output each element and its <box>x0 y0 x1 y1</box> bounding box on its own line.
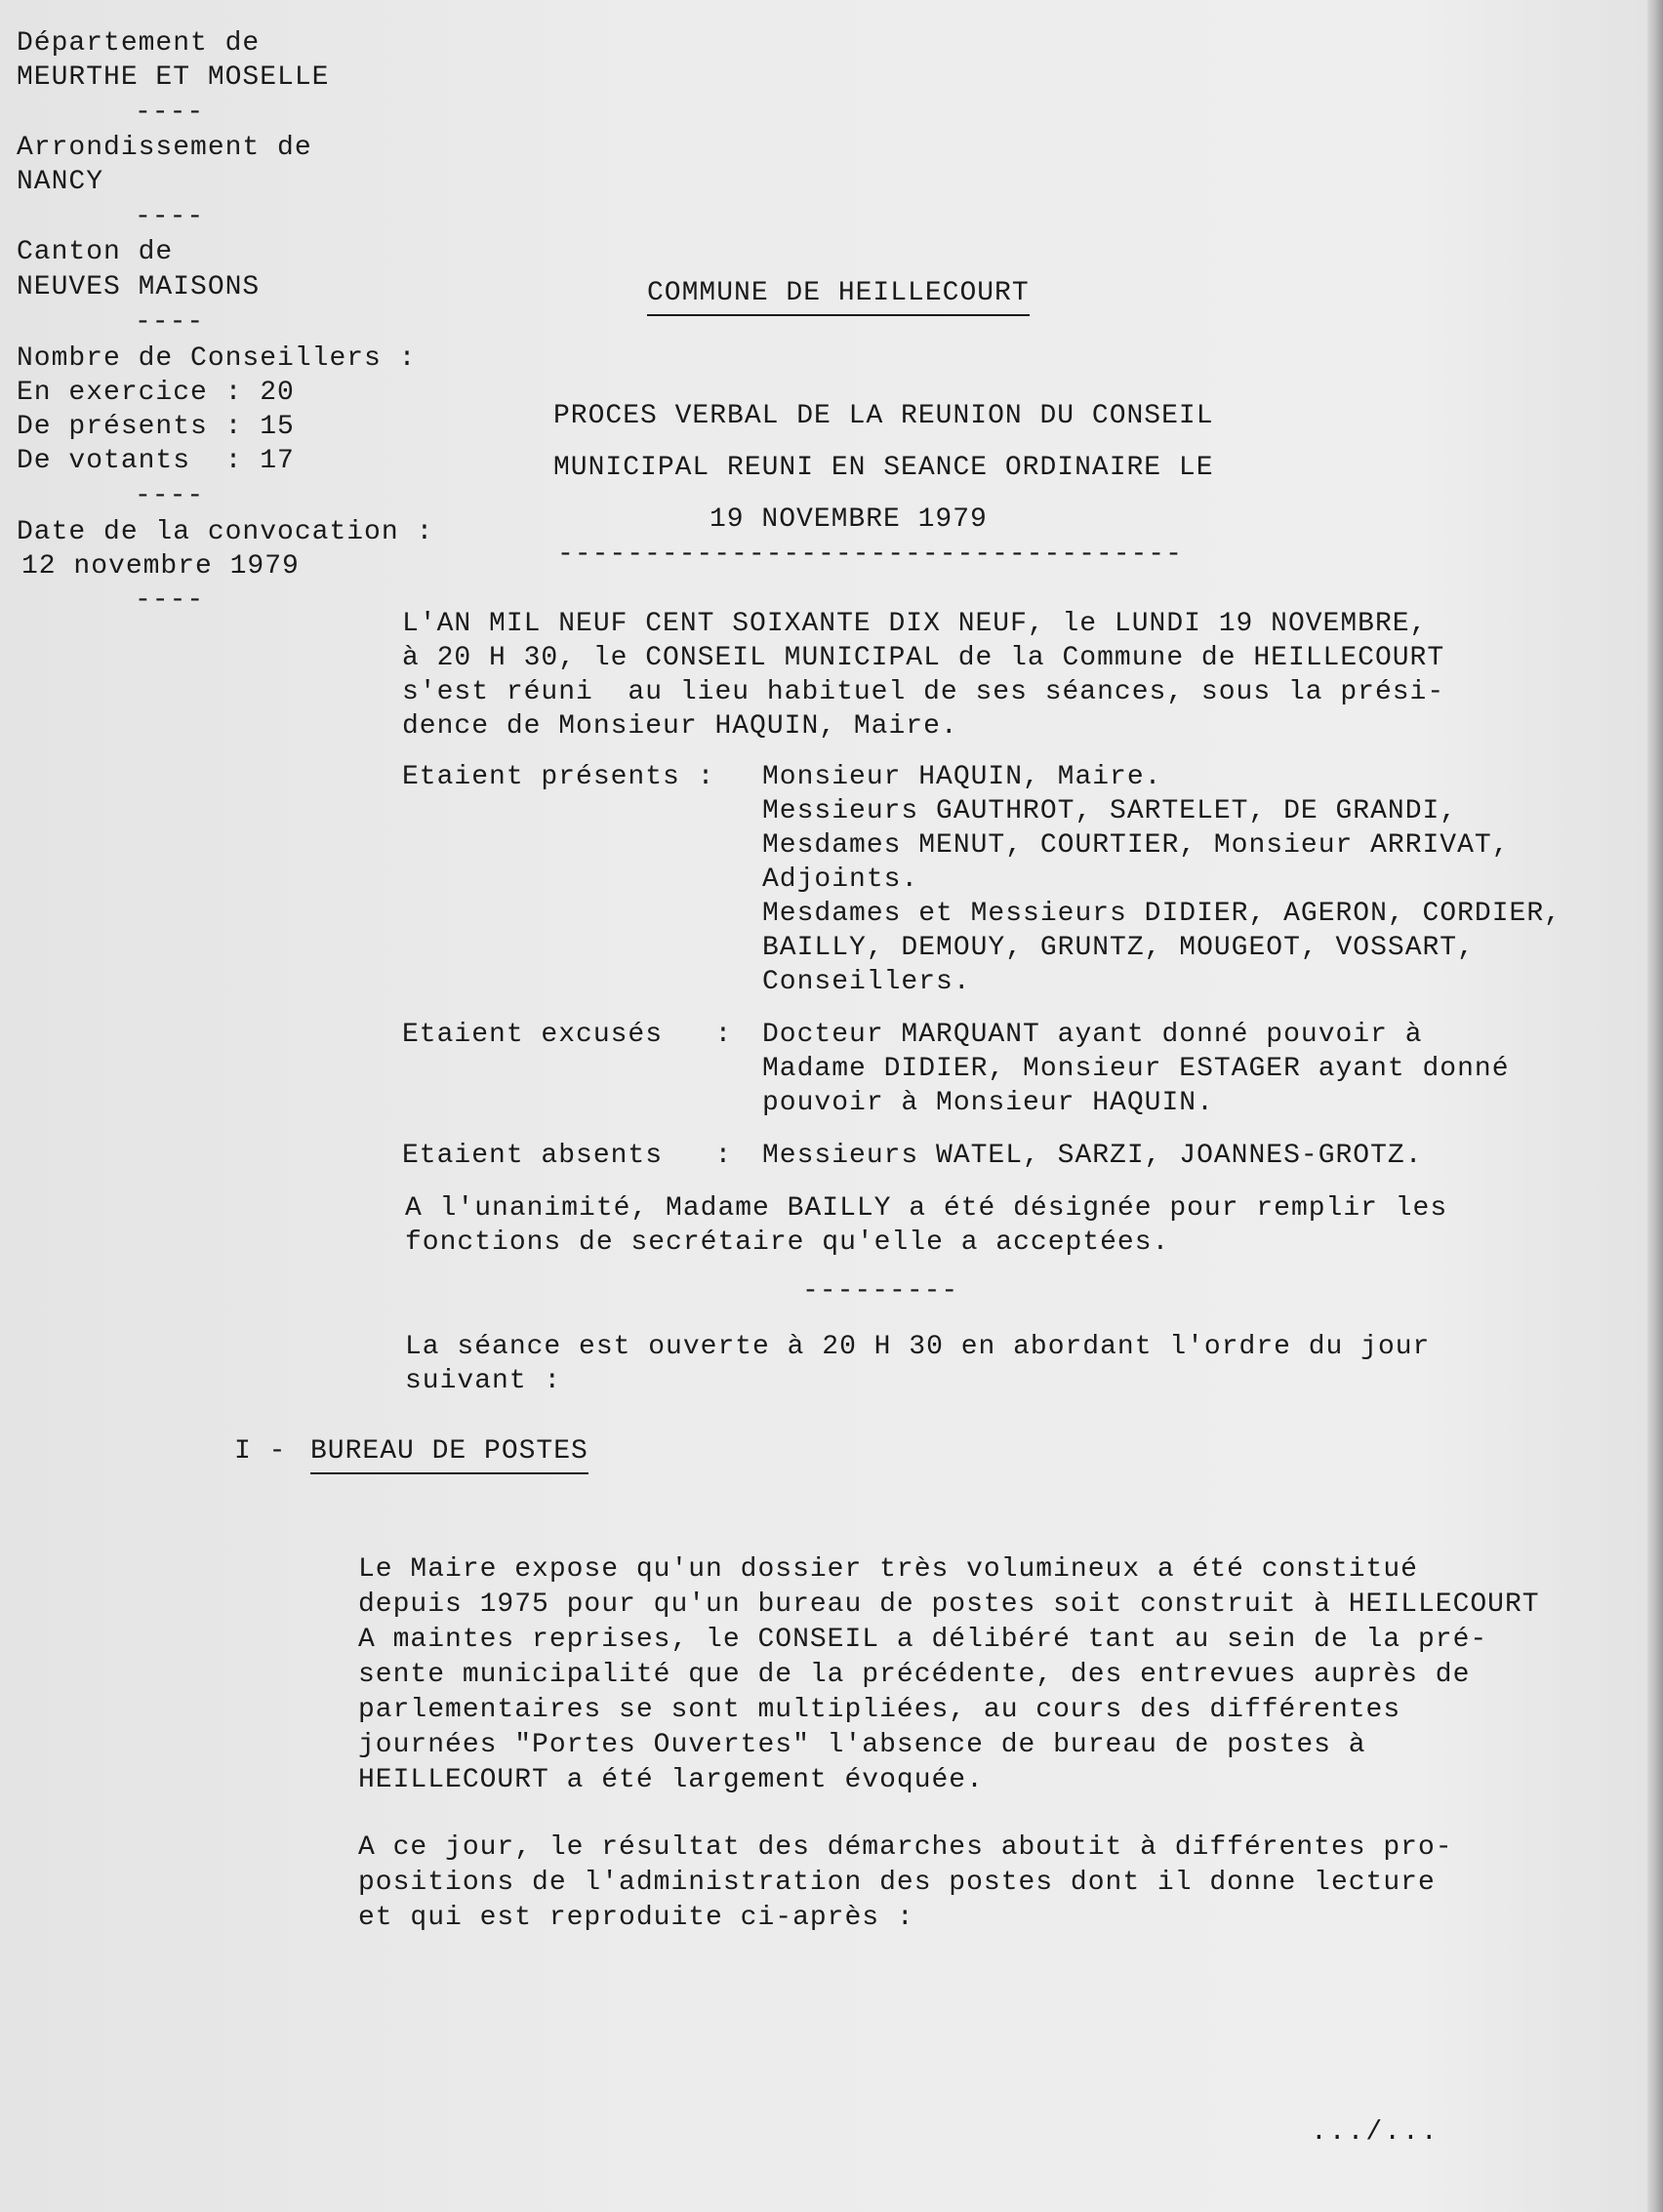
seance-line: La séance est ouverte à 20 H 30 en abordant l'ordre du jour <box>405 1332 1431 1362</box>
intro-line: à 20 H 30, le CONSEIL MUNICIPAL de la Commune de HEILLECOURT <box>402 643 1445 673</box>
conseillers-label: Nombre de Conseillers : <box>17 343 417 374</box>
canton-label: Canton de <box>17 237 174 267</box>
intro-line: L'AN MIL NEUF CENT SOIXANTE DIX NEUF, le LUNDI 19 NOVEMBRE, <box>402 609 1428 639</box>
excuses-line: pouvoir à Monsieur HAQUIN. <box>762 1088 1214 1118</box>
conseillers-exercice: En exercice : 20 <box>17 378 295 408</box>
presents-line: Mesdames MENUT, COURTIER, Monsieur ARRIVAT, <box>762 830 1510 861</box>
page-continuation: .../... <box>1311 2117 1440 2148</box>
para1-line: journées "Portes Ouvertes" l'absence de bureau de postes à <box>358 1730 1366 1760</box>
arrondissement-label: Arrondissement de <box>17 133 312 163</box>
separator: ---- <box>135 98 205 128</box>
separator: ---- <box>135 307 205 338</box>
presents-line: Adjoints. <box>762 865 919 895</box>
para1-line: sente municipalité que de la précédente, des entrevues auprès de <box>358 1660 1471 1690</box>
conseillers-votants: De votants : 17 <box>17 446 295 476</box>
conseillers-presents: De présents : 15 <box>17 412 295 442</box>
intro-line: dence de Monsieur HAQUIN, Maire. <box>402 711 958 742</box>
presents-line: Monsieur HAQUIN, Maire. <box>762 762 1162 792</box>
para1-line: HEILLECOURT a été largement évoquée. <box>358 1765 984 1795</box>
section-title: BUREAU DE POSTES <box>310 1434 588 1474</box>
canton-name: NEUVES MAISONS <box>17 272 261 302</box>
para1-line: parlementaires se sont multipliées, au cours des différentes <box>358 1695 1401 1725</box>
presents-label: Etaient présents : <box>402 762 715 792</box>
pv-title-line-1: PROCES VERBAL DE LA REUNION DU CONSEIL <box>553 401 1214 431</box>
presents-line: Mesdames et Messieurs DIDIER, AGERON, CORDIER, <box>762 899 1562 929</box>
para1-line: Le Maire expose qu'un dossier très volumineux a été constitué <box>358 1554 1418 1585</box>
commune-title: COMMUNE DE HEILLECOURT <box>647 276 1030 316</box>
para2-line: et qui est reproduite ci-après : <box>358 1903 914 1933</box>
separator: ---- <box>135 585 205 616</box>
page-edge-shadow <box>1647 0 1663 2212</box>
seance-line: suivant : <box>405 1366 562 1396</box>
secretaire-line: fonctions de secrétaire qu'elle a acceptées. <box>405 1227 1170 1258</box>
absents-line: Messieurs WATEL, SARZI, JOANNES-GROTZ. <box>762 1141 1423 1171</box>
dept-name: MEURTHE ET MOSELLE <box>17 62 330 93</box>
presents-line: BAILLY, DEMOUY, GRUNTZ, MOUGEOT, VOSSART, <box>762 933 1475 963</box>
secretaire-line: A l'unanimité, Madame BAILLY a été désignée pour remplir les <box>405 1193 1448 1224</box>
excuses-line: Madame DIDIER, Monsieur ESTAGER ayant donné <box>762 1054 1510 1084</box>
separator: ---- <box>135 481 205 511</box>
intro-line: s'est réuni au lieu habituel de ses séances, sous la prési- <box>402 677 1445 707</box>
section-number: I - <box>234 1436 304 1467</box>
para2-line: positions de l'administration des postes dont il donne lecture <box>358 1868 1436 1898</box>
para1-line: A maintes reprises, le CONSEIL a délibéré tant au sein de la pré- <box>358 1625 1488 1655</box>
presents-line: Messieurs GAUTHROT, SARTELET, DE GRANDI, <box>762 796 1458 826</box>
presents-line: Conseillers. <box>762 967 971 997</box>
excuses-label: Etaient excusés : <box>402 1020 733 1050</box>
separator: ---- <box>135 202 205 232</box>
pv-title-line-2: MUNICIPAL REUNI EN SEANCE ORDINAIRE LE <box>553 453 1214 483</box>
pv-title-rule: ------------------------------------ <box>557 540 1183 570</box>
excuses-line: Docteur MARQUANT ayant donné pouvoir à <box>762 1020 1423 1050</box>
pv-title-date: 19 NOVEMBRE 1979 <box>710 504 988 535</box>
convocation-label: Date de la convocation : <box>17 517 434 547</box>
convocation-date: 12 novembre 1979 <box>21 551 300 582</box>
short-rule: --------- <box>802 1276 959 1307</box>
dept-label: Département de <box>17 28 261 59</box>
para2-line: A ce jour, le résultat des démarches aboutit à différentes pro- <box>358 1832 1453 1863</box>
absents-label: Etaient absents : <box>402 1141 733 1171</box>
para1-line: depuis 1975 pour qu'un bureau de postes soit construit à HEILLECOURT <box>358 1589 1540 1620</box>
arrondissement-name: NANCY <box>17 167 104 197</box>
